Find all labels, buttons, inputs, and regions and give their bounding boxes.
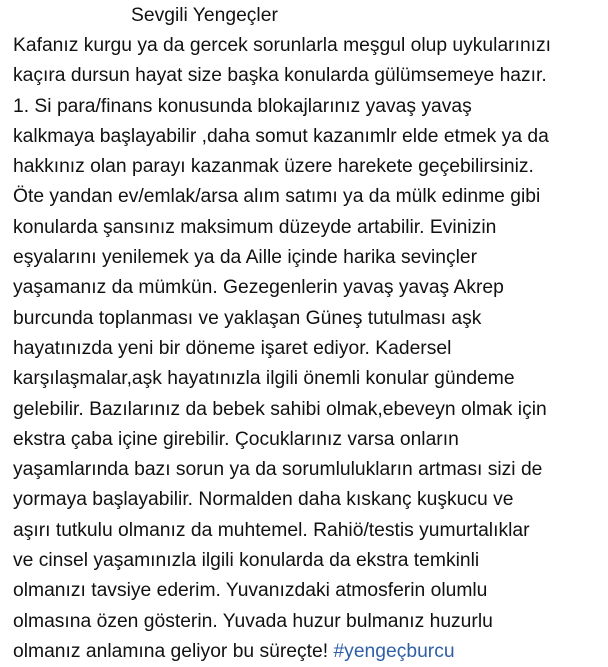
hashtag-link[interactable]: #yengeçburcu	[333, 640, 455, 662]
text-line: 1. Si para/finans konusunda blokajlarınız yavaş yavaş	[13, 95, 472, 117]
text-line: kalkmaya başlayabilir ,daha somut kazanımlr elde etmek ya da	[13, 125, 549, 147]
text-line: ve cinsel yaşamınızla ilgili konularda da ekstra temkinli	[13, 550, 480, 572]
text-line: karşılaşmalar,aşk hayatınızla ilgili önemli konular gündeme	[13, 368, 515, 390]
text-line: hakkınız olan parayı kazanmak üzere harekete geçebilirsiniz.	[13, 156, 534, 178]
text-line: ekstra çaba içine girebilir. Çocuklarınız varsa onların	[13, 428, 459, 450]
last-line-text: olmanız anlamına geliyor bu süreçte!	[13, 640, 329, 662]
text-line: olmanızı tavsiye ederim. Yuvanızdaki atmosferin olumlu	[13, 580, 488, 602]
text-line: yaşamanız da mümkün. Gezegenlerin yavaş yavaş Akrep	[13, 277, 504, 299]
text-line: konularda şansınız maksimum düzeyde artabilir. Evinizin	[13, 216, 497, 238]
text-line: aşırı tutkulu olmanız da muhtemel. Rahiö/testis yumurtalıklar	[13, 519, 530, 541]
text-line: hayatınızda yeni bir döneme işaret ediyor. Kadersel	[13, 337, 452, 359]
text-line: eşyalarını yenilemek ya da Aille içinde harika sevinçler	[13, 247, 478, 269]
text-line: kaçıra dursun hayat size başka konularda gülümsemeye hazır.	[13, 65, 547, 87]
text-line: yormaya başlayabilir. Normalden daha kıskanç kuşkucu ve	[13, 489, 514, 511]
last-text-line	[13, 637, 603, 667]
text-line: burcunda toplanması ve yaklaşan Güneş tutulması aşk	[13, 307, 482, 329]
text-line: Öte yandan ev/emlak/arsa alım satımı ya da mülk edinme gibi	[13, 186, 541, 208]
text-line: gelebilir. Bazılarınız da bebek sahibi olmak,ebeveyn olmak için	[13, 398, 547, 420]
text-line: olmasına özen gösterin. Yuvada huzur bulmanız huzurlu	[13, 610, 493, 632]
post-title: Sevgili Yengeçler	[131, 5, 278, 26]
text-line: Kafanız kurgu ya da gercek sorunlarla meşgul olup uykularınızı	[13, 35, 552, 56]
text-line: yaşamlarında bazı sorun ya da sorumlulukların artması sizi de	[13, 459, 543, 481]
post-body	[13, 0, 603, 667]
